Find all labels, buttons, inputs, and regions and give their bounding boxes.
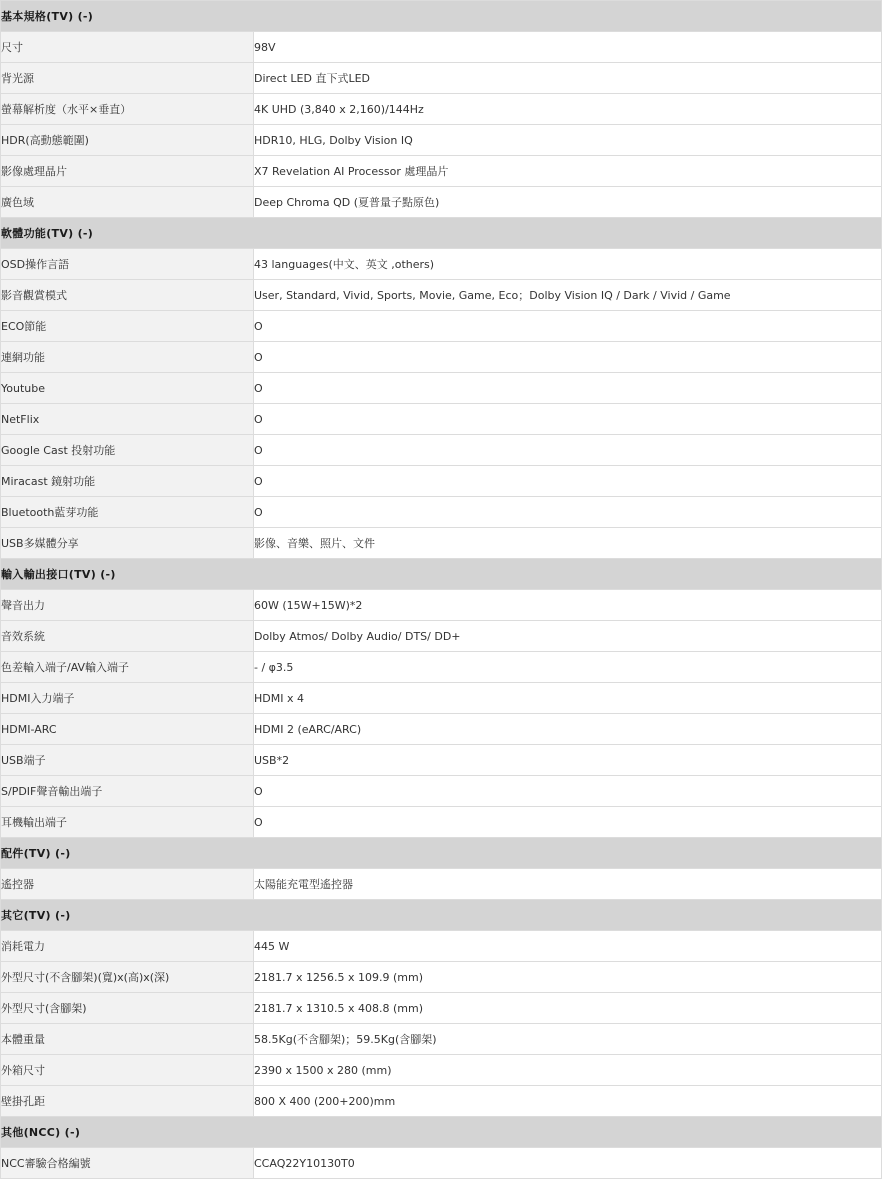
spec-label: 螢幕解析度（水平×垂直） — [1, 94, 254, 125]
section-header — [1, 838, 882, 869]
spec-row — [1, 466, 882, 497]
spec-value: O — [254, 435, 882, 466]
spec-row — [1, 404, 882, 435]
spec-label: ECO節能 — [1, 311, 254, 342]
spec-value: USB*2 — [254, 745, 882, 776]
spec-value: 2181.7 x 1256.5 x 109.9 (mm) — [254, 962, 882, 993]
spec-value: 800 X 400 (200+200)mm — [254, 1086, 882, 1117]
spec-row — [1, 1148, 882, 1179]
spec-label: NetFlix — [1, 404, 254, 435]
spec-label: 壁掛孔距 — [1, 1086, 254, 1117]
spec-label: HDMI-ARC — [1, 714, 254, 745]
spec-value: O — [254, 311, 882, 342]
spec-label: 本體重量 — [1, 1024, 254, 1055]
spec-row — [1, 1055, 882, 1086]
spec-row — [1, 931, 882, 962]
spec-row — [1, 621, 882, 652]
spec-row — [1, 125, 882, 156]
section-header — [1, 218, 882, 249]
spec-value: 98V — [254, 32, 882, 63]
spec-value: O — [254, 373, 882, 404]
spec-row — [1, 962, 882, 993]
spec-value: HDMI 2 (eARC/ARC) — [254, 714, 882, 745]
section-title: 軟體功能(TV) (-) — [1, 218, 882, 249]
spec-table-body — [1, 1, 882, 1179]
section-header — [1, 900, 882, 931]
spec-row — [1, 373, 882, 404]
spec-label: 尺寸 — [1, 32, 254, 63]
spec-row — [1, 869, 882, 900]
spec-label: 影音觀賞模式 — [1, 280, 254, 311]
section-header — [1, 1117, 882, 1148]
spec-value: Direct LED 直下式LED — [254, 63, 882, 94]
section-title: 輸入輸出接口(TV) (-) — [1, 559, 882, 590]
spec-label: S/PDIF聲音輸出端子 — [1, 776, 254, 807]
spec-row — [1, 776, 882, 807]
section-title: 基本規格(TV) (-) — [1, 1, 882, 32]
spec-value: O — [254, 466, 882, 497]
spec-value: O — [254, 807, 882, 838]
spec-row — [1, 249, 882, 280]
spec-value: 4K UHD (3,840 x 2,160)/144Hz — [254, 94, 882, 125]
spec-label: OSD操作言語 — [1, 249, 254, 280]
spec-value: O — [254, 776, 882, 807]
spec-value: 445 W — [254, 931, 882, 962]
spec-value: CCAQ22Y10130T0 — [254, 1148, 882, 1179]
spec-row — [1, 187, 882, 218]
section-title: 其它(TV) (-) — [1, 900, 882, 931]
spec-label: 連網功能 — [1, 342, 254, 373]
spec-row — [1, 94, 882, 125]
spec-label: Youtube — [1, 373, 254, 404]
spec-row — [1, 1024, 882, 1055]
spec-value: O — [254, 342, 882, 373]
spec-label: 音效系統 — [1, 621, 254, 652]
spec-label: Google Cast 投射功能 — [1, 435, 254, 466]
spec-row — [1, 497, 882, 528]
spec-label: 影像處理晶片 — [1, 156, 254, 187]
spec-value: HDMI x 4 — [254, 683, 882, 714]
spec-value: HDR10, HLG, Dolby Vision IQ — [254, 125, 882, 156]
spec-value: - / φ3.5 — [254, 652, 882, 683]
spec-value: Deep Chroma QD (夏普量子點原色) — [254, 187, 882, 218]
spec-value: 太陽能充電型遙控器 — [254, 869, 882, 900]
spec-value: User, Standard, Vivid, Sports, Movie, Game, Eco；Dolby Vision IQ / Dark / Vivid / Game — [254, 280, 882, 311]
spec-row — [1, 714, 882, 745]
spec-row — [1, 63, 882, 94]
spec-value: O — [254, 404, 882, 435]
spec-row — [1, 807, 882, 838]
spec-row — [1, 1086, 882, 1117]
spec-label: 聲音出力 — [1, 590, 254, 621]
spec-row — [1, 683, 882, 714]
spec-row — [1, 528, 882, 559]
spec-label: HDMI入力端子 — [1, 683, 254, 714]
spec-label: 背光源 — [1, 63, 254, 94]
spec-label: 消耗電力 — [1, 931, 254, 962]
spec-row — [1, 342, 882, 373]
spec-value: 2390 x 1500 x 280 (mm) — [254, 1055, 882, 1086]
spec-label: 色差輸入端子/AV輸入端子 — [1, 652, 254, 683]
spec-label: Miracast 鏡射功能 — [1, 466, 254, 497]
spec-row — [1, 590, 882, 621]
spec-label: NCC審驗合格編號 — [1, 1148, 254, 1179]
spec-row — [1, 32, 882, 63]
spec-row — [1, 156, 882, 187]
spec-label: 耳機輸出端子 — [1, 807, 254, 838]
spec-value: 60W (15W+15W)*2 — [254, 590, 882, 621]
spec-label: 外箱尺寸 — [1, 1055, 254, 1086]
spec-row — [1, 652, 882, 683]
spec-label: 廣色域 — [1, 187, 254, 218]
section-header — [1, 1, 882, 32]
section-title: 配件(TV) (-) — [1, 838, 882, 869]
spec-value: 58.5Kg(不含腳架)；59.5Kg(含腳架) — [254, 1024, 882, 1055]
spec-label: USB端子 — [1, 745, 254, 776]
spec-value: O — [254, 497, 882, 528]
spec-row — [1, 745, 882, 776]
spec-row — [1, 311, 882, 342]
spec-label: 外型尺寸(含腳架) — [1, 993, 254, 1024]
spec-label: 遙控器 — [1, 869, 254, 900]
spec-row — [1, 280, 882, 311]
spec-value: 影像、音樂、照片、文件 — [254, 528, 882, 559]
spec-label: USB多媒體分享 — [1, 528, 254, 559]
spec-value: X7 Revelation AI Processor 處理晶片 — [254, 156, 882, 187]
spec-value: 2181.7 x 1310.5 x 408.8 (mm) — [254, 993, 882, 1024]
section-title: 其他(NCC) (-) — [1, 1117, 882, 1148]
spec-label: Bluetooth藍芽功能 — [1, 497, 254, 528]
spec-row — [1, 993, 882, 1024]
spec-value: 43 languages(中文、英文 ,others) — [254, 249, 882, 280]
spec-label: 外型尺寸(不含腳架)(寬)x(高)x(深) — [1, 962, 254, 993]
spec-value: Dolby Atmos/ Dolby Audio/ DTS/ DD+ — [254, 621, 882, 652]
spec-row — [1, 435, 882, 466]
section-header — [1, 559, 882, 590]
spec-label: HDR(高動態範圍) — [1, 125, 254, 156]
